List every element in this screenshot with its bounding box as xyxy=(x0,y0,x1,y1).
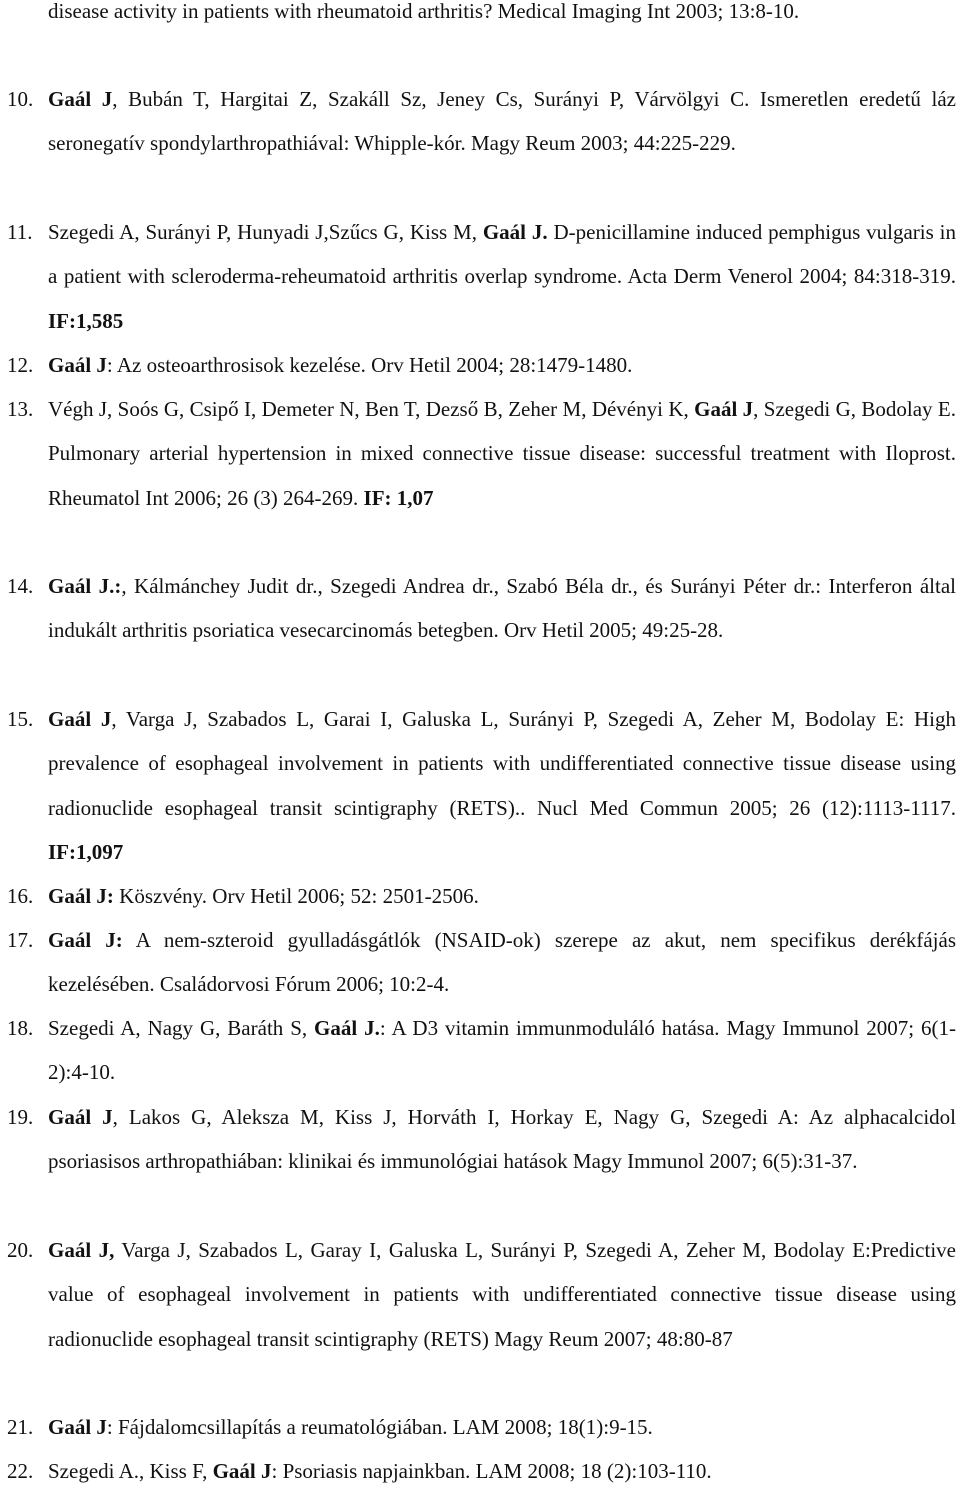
reference-number: 10. xyxy=(7,87,34,111)
impact-factor: IF:1,097 xyxy=(48,839,124,864)
author-highlight: Gaál J xyxy=(694,397,754,421)
reference-text xyxy=(48,564,956,653)
reference-item xyxy=(0,697,956,874)
reference-number: 12. xyxy=(7,353,34,377)
reference-item xyxy=(0,1405,956,1449)
reference-item xyxy=(0,1095,956,1184)
reference-segment: : Psoriasis napjainkban. LAM 2008; 18 (2):103-110. xyxy=(271,1459,712,1483)
author-highlight: Gaál J xyxy=(48,1415,107,1439)
reference-text xyxy=(48,0,956,33)
reference-segment: : Fájdalomcsillapítás a reumatológiában. LAM 2008; 18(1):9-15. xyxy=(106,1415,653,1439)
impact-factor: IF:1,585 xyxy=(48,308,124,333)
reference-text xyxy=(48,77,956,166)
reference-item xyxy=(0,387,956,520)
reference-text xyxy=(48,1449,956,1493)
reference-segment: : A D3 vitamin immunmoduláló hatása. Magy Immunol 2007; 6(1-2):4-10. xyxy=(48,1016,956,1085)
reference-segment: Varga J, Szabados L, Garay I, Galuska L, Surányi P, Szegedi A, Zeher M, Bodolay E:Predictive value of esophageal involvement in patients with undifferentiated connective tissue disease using radionuclide esophageal transit scintigraphy (RETS) Magy Reum 2007; 48:80-87 xyxy=(48,1238,956,1351)
reference-text xyxy=(48,697,956,874)
reference-text xyxy=(48,1006,956,1095)
reference-item xyxy=(0,343,956,387)
author-highlight: Gaál J xyxy=(48,1105,113,1129)
reference-number: 20. xyxy=(7,1238,34,1262)
reference-text xyxy=(48,1405,956,1449)
author-highlight: Gaál J. xyxy=(314,1016,380,1040)
author-highlight: Gaál J xyxy=(48,87,113,111)
reference-segment: , Szegedi G, Bodolay E. Pulmonary arterial hypertension in mixed connective tissue disease: successful treatment with Iloprost. Rheumatol Int 2006; 26 (3) 264-269. xyxy=(48,397,956,510)
reference-text xyxy=(48,343,956,387)
reference-text xyxy=(48,210,956,343)
reference-item xyxy=(0,0,956,33)
author-highlight: Gaál J xyxy=(48,707,112,731)
author-highlight: Gaál J. xyxy=(482,220,548,244)
reference-segment: A nem-szteroid gyulladásgátlók (NSAID-ok) szerepe az akut, nem specifikus derékfájás kezelésében. Családorvosi Fórum 2006; 10:2-4. xyxy=(48,928,957,997)
author-highlight: Gaál J xyxy=(48,353,107,377)
reference-number: 17. xyxy=(7,928,34,952)
author-highlight: Gaál J, xyxy=(48,1238,115,1262)
reference-segment: , Varga J, Szabados L, Garai I, Galuska L, Surányi P, Szegedi A, Zeher M, Bodolay E: High prevalence of esophageal involvement in patients with undifferentiated connective tissue disease using radionuclide esophageal transit scintigraphy (RETS).. Nucl Med Commun 2005; 26 (12):1113-1117. xyxy=(48,707,957,820)
reference-segment: : Az osteoarthrosisok kezelése. Orv Hetil 2004; 28:1479-1480. xyxy=(106,353,633,377)
reference-number: 22. xyxy=(7,1459,34,1483)
reference-item xyxy=(0,1006,956,1095)
reference-item xyxy=(0,1449,956,1493)
reference-number: 13. xyxy=(7,397,34,421)
reference-number: 11. xyxy=(7,220,33,244)
reference-segment: Szegedi A., Kiss F, xyxy=(48,1459,213,1483)
reference-text xyxy=(48,1095,956,1184)
reference-text xyxy=(48,387,956,520)
reference-segment: Köszvény. Orv Hetil 2006; 52: 2501-2506. xyxy=(113,884,479,908)
reference-item xyxy=(0,874,956,918)
reference-segment: Szegedi A, Surányi P, Hunyadi J,Szűcs G, Kiss M, xyxy=(48,220,483,244)
reference-number: 21. xyxy=(7,1415,34,1439)
reference-segment: , Bubán T, Hargitai Z, Szakáll Sz, Jeney Cs, Surányi P, Várvölgyi C. Ismeretlen eredetű láz seronegatív spondylarthropathiával: Whipple-kór. Magy Reum 2003; 44:225-229. xyxy=(48,87,956,156)
reference-number: 18. xyxy=(7,1016,34,1040)
reference-segment: Szegedi A, Nagy G, Baráth S, xyxy=(48,1016,315,1040)
reference-number: 19. xyxy=(7,1105,34,1129)
impact-factor: IF: 1,07 xyxy=(363,485,434,510)
reference-text xyxy=(48,918,956,1007)
reference-number: 16. xyxy=(7,884,34,908)
reference-segment: , Kálmánchey Judit dr., Szegedi Andrea dr., Szabó Béla dr., és Surányi Péter dr.: Interferon által indukált arthritis psoriatica vesecarcinomás betegben. Orv Hetil 2005; 49:25-28. xyxy=(48,574,956,643)
reference-item xyxy=(0,1228,956,1361)
reference-item xyxy=(0,564,956,653)
author-highlight: Gaál J: xyxy=(48,928,123,952)
reference-item xyxy=(0,210,956,343)
author-highlight: Gaál J.: xyxy=(48,574,122,598)
reference-item xyxy=(0,918,956,1007)
author-highlight: Gaál J xyxy=(212,1459,272,1483)
reference-segment: D-penicillamine induced pemphigus vulgaris in a patient with scleroderma-reheumatoid arthritis overlap syndrome. Acta Derm Venerol 2004; 84:318-319. xyxy=(48,220,956,289)
reference-number: 14. xyxy=(7,574,34,598)
reference-segment: Végh J, Soós G, Csipő I, Demeter N, Ben T, Dezső B, Zeher M, Dévényi K, xyxy=(48,397,695,421)
reference-text xyxy=(48,874,956,918)
reference-text xyxy=(48,1228,956,1361)
reference-number: 15. xyxy=(7,707,34,731)
author-highlight: Gaál J: xyxy=(48,884,114,908)
reference-item xyxy=(0,77,956,166)
reference-segment: , Lakos G, Aleksza M, Kiss J, Horváth I, Horkay E, Nagy G, Szegedi A: Az alphacalcidol psoriasisos arthropathiában: klinikai és immunológiai hatások Magy Immunol 2007; 6(5):31-37. xyxy=(48,1105,956,1174)
reference-segment: disease activity in patients with rheumatoid arthritis? Medical Imaging Int 2003; 13:8-10. xyxy=(48,0,800,23)
